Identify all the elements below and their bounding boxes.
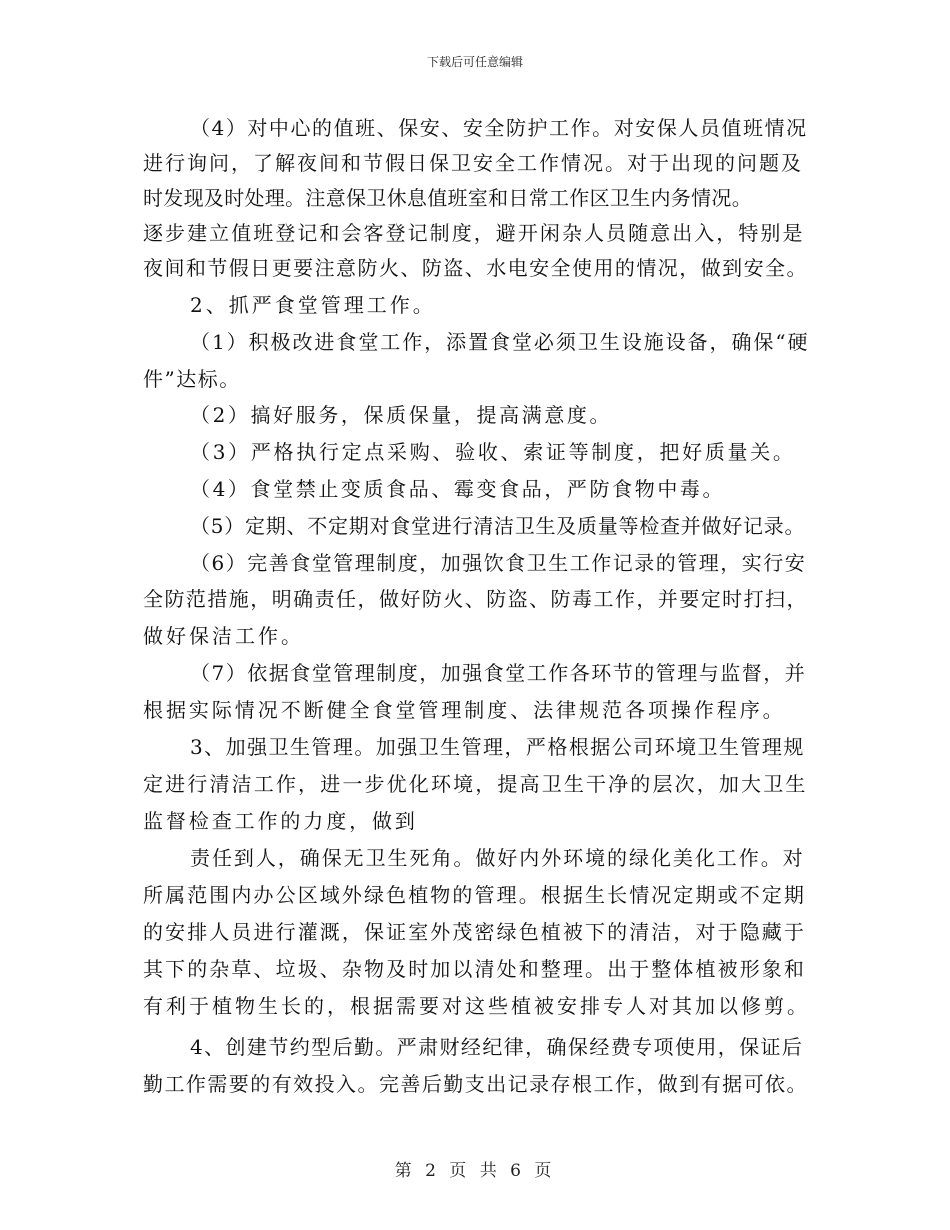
text-line: （6）完善食堂管理制度，加强饮食卫生工作记录的管理，实行安 [190,551,807,575]
text-line: 件”达标。 [143,367,241,391]
text-line: （1）积极改进食堂工作，添置食堂必须卫生设施设备，确保“硬 [190,330,810,354]
text-line: （2）搞好服务，保质保量，提高满意度。 [190,403,613,427]
text-line: 勤工作需要的有效投入。完善后勤支出记录存根工作，做到有据可依。 [143,1072,808,1096]
text-line: （5）定期、不定期对食堂进行清洁卫生及质量等检查并做好记录。 [190,514,806,538]
text-line: 有利于植物生长的，根据需要对这些植被安排专人对其加以修剪。 [143,994,810,1018]
text-line: （7）依据食堂管理制度，加强食堂工作各环节的管理与监督，并 [190,661,807,685]
text-line: 监督检查工作的力度，做到 [143,809,418,833]
text-line: 夜间和节假日更要注意防火、防盗、水电安全使用的情况，做到安全。 [143,256,808,280]
text-line: 责任到人，确保无卫生死角。做好内外环境的绿化美化工作。对 [190,846,805,870]
text-line: 时发现及时处理。注意保卫休息值班室和日常工作区卫生内务情况。 [143,186,752,210]
text-line: （3）严格执行定点采购、验收、索证等制度，把好质量关。 [190,440,796,464]
text-line: 3、加强卫生管理。加强卫生管理，严格根据公司环境卫生管理规 [190,735,805,759]
text-line: 逐步建立值班登记和会客登记制度，避开闲杂人员随意出入，特别是 [143,221,805,245]
text-line: （4）对中心的值班、保安、安全防护工作。对安保人员值班情况 [190,116,808,140]
page-header: 下载后可任意编辑 [426,55,523,69]
text-line: 根据实际情况不断健全食堂管理制度、法律规范各项操作程序。 [143,698,786,722]
text-line: 做好保洁工作。 [143,624,304,648]
text-line: 进行询问，了解夜间和节假日保卫安全工作情况。对于出现的问题及 [143,151,803,175]
text-line: 的安排人员进行灌溉，保证室外茂密绿色植被下的清洁，对于隐藏于 [143,920,806,944]
page-footer: 第 2 页 共 6 页 [394,1161,556,1181]
text-line: 2、抓严食堂管理工作。 [190,293,436,317]
text-line: 全防范措施，明确责任，做好防火、防盗、防毒工作，并要定时打扫， [143,587,808,611]
text-line: 其下的杂草、垃圾、杂物及时加以清处和整理。出于整体植被形象和 [143,957,806,981]
text-line: 所属范围内办公区域外绿色植物的管理。根据生长情况定期或不定期 [143,883,806,907]
text-line: 定进行清洁工作，进一步优化环境，提高卫生干净的层次，加大卫生 [143,772,808,796]
text-line: （4）食堂禁止变质食品、霉变食品，严防食物中毒。 [190,477,726,501]
text-line: 4、创建节约型后勤。严肃财经纪律，确保经费专项使用，保证后 [190,1035,804,1059]
